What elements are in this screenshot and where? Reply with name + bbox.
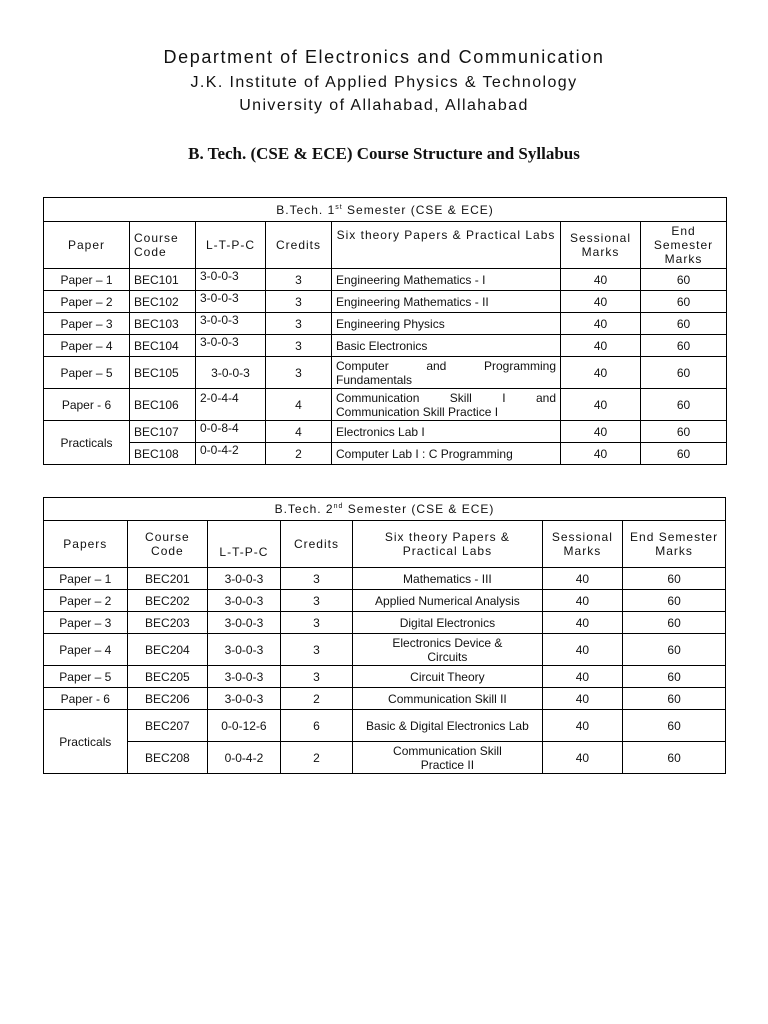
- header-end-semester: End Semester Marks: [641, 222, 727, 269]
- subject-cell: Mathematics - III: [353, 568, 542, 590]
- course-code-cell: BEC202: [127, 590, 208, 612]
- ltpc-cell: 2-0-4-4: [196, 389, 266, 421]
- institute-heading: J.K. Institute of Applied Physics & Technology: [190, 74, 578, 91]
- end-semester-cell: 60: [641, 389, 727, 421]
- ltpc-cell: 3-0-0-3: [208, 568, 281, 590]
- end-semester-cell: 60: [641, 357, 727, 389]
- ltpc-cell: 0-0-4-2: [196, 443, 266, 465]
- ltpc-cell: 0-0-4-2: [208, 742, 281, 774]
- credits-cell: 3: [280, 612, 353, 634]
- table-row: [44, 291, 727, 313]
- sessional-cell: 40: [561, 335, 641, 357]
- course-code-cell: BEC208: [127, 742, 208, 774]
- end-semester-cell: 60: [641, 443, 727, 465]
- semester-2-header-row: [44, 521, 726, 568]
- semester-2-title: B.Tech. 2nd Semester (CSE & ECE): [44, 498, 726, 521]
- course-code-cell: BEC207: [127, 710, 208, 742]
- table-row: [44, 357, 727, 389]
- header-paper: Papers: [44, 521, 128, 568]
- paper-cell: Paper – 1: [44, 568, 128, 590]
- course-code-cell: BEC103: [130, 313, 196, 335]
- sessional-cell: 40: [561, 269, 641, 291]
- credits-cell: 3: [280, 666, 353, 688]
- sessional-cell: 40: [561, 443, 641, 465]
- sessional-cell: 40: [561, 357, 641, 389]
- header-sessional: Sessional Marks: [542, 521, 623, 568]
- subject-cell: Applied Numerical Analysis: [353, 590, 542, 612]
- course-code-cell: BEC102: [130, 291, 196, 313]
- credits-cell: 3: [266, 335, 332, 357]
- university-heading: University of Allahabad, Allahabad: [239, 97, 529, 114]
- sessional-cell: 40: [542, 590, 623, 612]
- credits-cell: 3: [266, 313, 332, 335]
- end-semester-cell: 60: [623, 710, 726, 742]
- subject-cell: Engineering Mathematics - I: [332, 269, 561, 291]
- sessional-cell: 40: [542, 710, 623, 742]
- credits-cell: 4: [266, 389, 332, 421]
- sessional-cell: 40: [542, 688, 623, 710]
- course-code-cell: BEC105: [130, 357, 196, 389]
- paper-cell: Paper – 4: [44, 335, 130, 357]
- table-row: [44, 389, 727, 421]
- credits-cell: 3: [266, 357, 332, 389]
- sessional-cell: 40: [542, 568, 623, 590]
- credits-cell: 3: [266, 269, 332, 291]
- ltpc-cell: 3-0-0-3: [208, 612, 281, 634]
- subject-cell: Communication Skill Practice II: [353, 742, 542, 774]
- end-semester-cell: 60: [641, 269, 727, 291]
- subject-cell: Digital Electronics: [353, 612, 542, 634]
- sessional-cell: 40: [561, 421, 641, 443]
- sessional-cell: 40: [542, 742, 623, 774]
- subject-cell: Basic & Digital Electronics Lab: [353, 710, 542, 742]
- paper-cell: Paper – 2: [44, 291, 130, 313]
- end-semester-cell: 60: [641, 335, 727, 357]
- table-row: [44, 742, 726, 774]
- end-semester-cell: 60: [623, 688, 726, 710]
- table-row: [44, 612, 726, 634]
- credits-cell: 3: [280, 590, 353, 612]
- header-credits: Credits: [280, 521, 353, 568]
- practicals-label: Practicals: [44, 421, 130, 465]
- sessional-cell: 40: [561, 313, 641, 335]
- course-code-cell: BEC104: [130, 335, 196, 357]
- document-title: B. Tech. (CSE & ECE) Course Structure and Syllabus: [188, 144, 580, 163]
- ltpc-cell: 3-0-0-3: [196, 313, 266, 335]
- subject-cell: Communication Skill II: [353, 688, 542, 710]
- table-row: [44, 634, 726, 666]
- credits-cell: 3: [266, 291, 332, 313]
- end-semester-cell: 60: [623, 634, 726, 666]
- sessional-cell: 40: [542, 634, 623, 666]
- course-code-cell: BEC107: [130, 421, 196, 443]
- sessional-cell: 40: [561, 389, 641, 421]
- header-end-semester: End Semester Marks: [623, 521, 726, 568]
- header-paper: Paper: [44, 222, 130, 269]
- practicals-label: Practicals: [44, 710, 128, 774]
- header-credits: Credits: [266, 222, 332, 269]
- paper-cell: Paper – 2: [44, 590, 128, 612]
- credits-cell: 2: [266, 443, 332, 465]
- header-subject: Six theory Papers & Practical Labs: [353, 521, 542, 568]
- paper-cell: Paper - 6: [44, 389, 130, 421]
- semester-2-table: [43, 497, 726, 774]
- course-code-cell: BEC203: [127, 612, 208, 634]
- paper-cell: Paper – 4: [44, 634, 128, 666]
- table-row: [44, 443, 727, 465]
- end-semester-cell: 60: [623, 568, 726, 590]
- end-semester-cell: 60: [623, 666, 726, 688]
- subject-cell: Communication Skill I and Communication Skill Practice I: [332, 389, 561, 421]
- ltpc-cell: 3-0-0-3: [196, 357, 266, 389]
- paper-cell: Paper – 1: [44, 269, 130, 291]
- credits-cell: 4: [266, 421, 332, 443]
- sessional-cell: 40: [542, 666, 623, 688]
- table-row: [44, 590, 726, 612]
- subject-cell: Electronics Device & Circuits: [353, 634, 542, 666]
- header-subject: Six theory Papers & Practical Labs: [332, 222, 561, 269]
- header-course-code: Course Code: [130, 222, 196, 269]
- credits-cell: 3: [280, 568, 353, 590]
- course-code-cell: BEC205: [127, 666, 208, 688]
- paper-cell: Paper – 3: [44, 612, 128, 634]
- end-semester-cell: 60: [623, 742, 726, 774]
- ltpc-cell: 3-0-0-3: [208, 666, 281, 688]
- table-row: [44, 313, 727, 335]
- table-row: [44, 269, 727, 291]
- credits-cell: 6: [280, 710, 353, 742]
- ltpc-cell: 3-0-0-3: [208, 634, 281, 666]
- end-semester-cell: 60: [641, 313, 727, 335]
- table-row: [44, 666, 726, 688]
- header-ltpc: L-T-P-C: [208, 521, 281, 568]
- course-code-cell: BEC206: [127, 688, 208, 710]
- ltpc-cell: 3-0-0-3: [208, 590, 281, 612]
- end-semester-cell: 60: [623, 590, 726, 612]
- credits-cell: 3: [280, 634, 353, 666]
- semester-1-header-row: [44, 222, 727, 269]
- header-ltpc: L-T-P-C: [196, 222, 266, 269]
- course-code-cell: BEC204: [127, 634, 208, 666]
- sessional-cell: 40: [561, 291, 641, 313]
- paper-cell: Paper – 3: [44, 313, 130, 335]
- ltpc-cell: 3-0-0-3: [196, 335, 266, 357]
- header-sessional: Sessional Marks: [561, 222, 641, 269]
- subject-cell: Basic Electronics: [332, 335, 561, 357]
- subject-cell: Engineering Mathematics - II: [332, 291, 561, 313]
- course-code-cell: BEC101: [130, 269, 196, 291]
- header-course-code: Course Code: [127, 521, 208, 568]
- ltpc-cell: 3-0-0-3: [208, 688, 281, 710]
- course-code-cell: BEC108: [130, 443, 196, 465]
- subject-cell: Electronics Lab I: [332, 421, 561, 443]
- table-row: [44, 710, 726, 742]
- subject-cell: Computer and Programming Fundamentals: [332, 357, 561, 389]
- table-row: [44, 568, 726, 590]
- ltpc-cell: 0-0-12-6: [208, 710, 281, 742]
- course-code-cell: BEC201: [127, 568, 208, 590]
- ltpc-cell: 3-0-0-3: [196, 291, 266, 313]
- subject-cell: Computer Lab I : C Programming: [332, 443, 561, 465]
- table-row: [44, 335, 727, 357]
- table-row: [44, 421, 727, 443]
- paper-cell: Paper - 6: [44, 688, 128, 710]
- sessional-cell: 40: [542, 612, 623, 634]
- semester-1-title: B.Tech. 1st Semester (CSE & ECE): [44, 198, 727, 222]
- subject-cell: Circuit Theory: [353, 666, 542, 688]
- subject-cell: Engineering Physics: [332, 313, 561, 335]
- semester-1-table: [43, 197, 727, 465]
- credits-cell: 2: [280, 742, 353, 774]
- ltpc-cell: 0-0-8-4: [196, 421, 266, 443]
- paper-cell: Paper – 5: [44, 357, 130, 389]
- department-heading: Department of Electronics and Communication: [163, 47, 605, 67]
- paper-cell: Paper – 5: [44, 666, 128, 688]
- credits-cell: 2: [280, 688, 353, 710]
- course-code-cell: BEC106: [130, 389, 196, 421]
- table-row: [44, 688, 726, 710]
- ltpc-cell: 3-0-0-3: [196, 269, 266, 291]
- end-semester-cell: 60: [641, 421, 727, 443]
- end-semester-cell: 60: [641, 291, 727, 313]
- end-semester-cell: 60: [623, 612, 726, 634]
